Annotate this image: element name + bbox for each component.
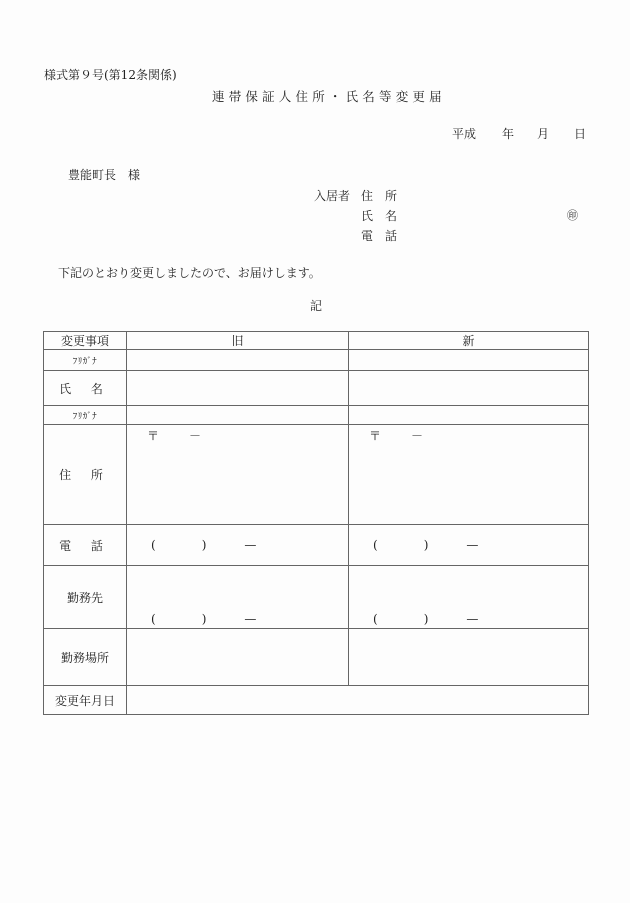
change-table — [43, 331, 589, 715]
new-address-field[interactable] — [349, 425, 589, 525]
date-month-label: 月 — [537, 127, 550, 141]
row-label-furigana: ﾌﾘｶﾞﾅ — [44, 406, 127, 425]
applicant-role-label: 入居者 — [314, 189, 351, 203]
table-row-change-date — [44, 686, 589, 715]
table-row-name — [44, 371, 589, 406]
seal-icon: ㊞ — [567, 209, 578, 222]
paren-close: ) — [423, 538, 429, 552]
postal-mark-icon: 〒 — [369, 429, 382, 443]
postal-code — [369, 427, 423, 444]
paren-close: ) — [201, 612, 207, 626]
date-year-label: 年 — [502, 127, 515, 141]
header-old: 旧 — [127, 332, 349, 350]
new-workplace-field[interactable] — [349, 566, 589, 629]
header-item: 変更事項 — [44, 332, 127, 350]
phone-dash: — — [244, 612, 257, 626]
addressee: 豊能町長 様 — [68, 168, 141, 182]
old-workplace-field[interactable] — [127, 566, 349, 629]
ki-label: 記 — [310, 299, 323, 313]
applicant-phone-label: 電 話 — [361, 229, 398, 243]
postal-code — [147, 427, 201, 444]
phone-template — [151, 538, 256, 552]
applicant-address-label: 住 所 — [361, 189, 398, 203]
new-name-field[interactable] — [349, 371, 589, 406]
phone-dash: — — [466, 538, 479, 552]
new-furigana-address-field[interactable] — [349, 406, 589, 425]
row-label-furigana: ﾌﾘｶﾞﾅ — [44, 350, 127, 371]
row-label-phone: 電 話 — [44, 525, 127, 566]
paren-open: ( — [373, 538, 378, 552]
paren-open: ( — [373, 612, 378, 626]
old-address-field[interactable] — [127, 425, 349, 525]
date-day-label: 日 — [574, 127, 587, 141]
paren-close: ) — [423, 612, 429, 626]
paren-open: ( — [151, 612, 156, 626]
intro-text: 下記のとおり変更しましたので、お届けします。 — [58, 266, 321, 280]
postal-mark-icon: 〒 — [147, 429, 160, 443]
new-phone-field[interactable] — [349, 525, 589, 566]
table-row-workplace — [44, 566, 589, 629]
date-era: 平成 — [452, 127, 477, 141]
table-row-furigana-address — [44, 406, 589, 425]
row-label-name: 氏 名 — [44, 371, 127, 406]
table-row-furigana-name — [44, 350, 589, 371]
row-label-work-location: 勤務場所 — [44, 629, 127, 686]
change-date-field[interactable] — [127, 686, 589, 715]
phone-template — [373, 612, 478, 626]
old-work-location-field[interactable] — [127, 629, 349, 686]
phone-dash: — — [466, 612, 479, 626]
phone-template — [151, 612, 256, 626]
row-label-workplace: 勤務先 — [44, 566, 127, 629]
paren-open: ( — [151, 538, 156, 552]
form-number: 様式第９号(第12条関係) — [44, 68, 177, 82]
new-work-location-field[interactable] — [349, 629, 589, 686]
applicant-name-label: 氏 名 — [361, 209, 398, 223]
phone-dash: — — [244, 538, 257, 552]
table-header-row — [44, 332, 589, 350]
table-row-address — [44, 425, 589, 525]
old-furigana-address-field[interactable] — [127, 406, 349, 425]
row-label-change-date: 変更年月日 — [44, 686, 127, 715]
postal-dash: － — [189, 429, 202, 443]
paren-close: ) — [201, 538, 207, 552]
postal-dash: － — [411, 429, 424, 443]
document-title: 連帯保証人住所・氏名等変更届 — [212, 89, 446, 104]
new-furigana-name-field[interactable] — [349, 350, 589, 371]
old-name-field[interactable] — [127, 371, 349, 406]
row-label-address: 住 所 — [44, 425, 127, 525]
old-phone-field[interactable] — [127, 525, 349, 566]
phone-template — [373, 538, 478, 552]
table-row-phone — [44, 525, 589, 566]
header-new: 新 — [349, 332, 589, 350]
table-row-work-location — [44, 629, 589, 686]
old-furigana-name-field[interactable] — [127, 350, 349, 371]
